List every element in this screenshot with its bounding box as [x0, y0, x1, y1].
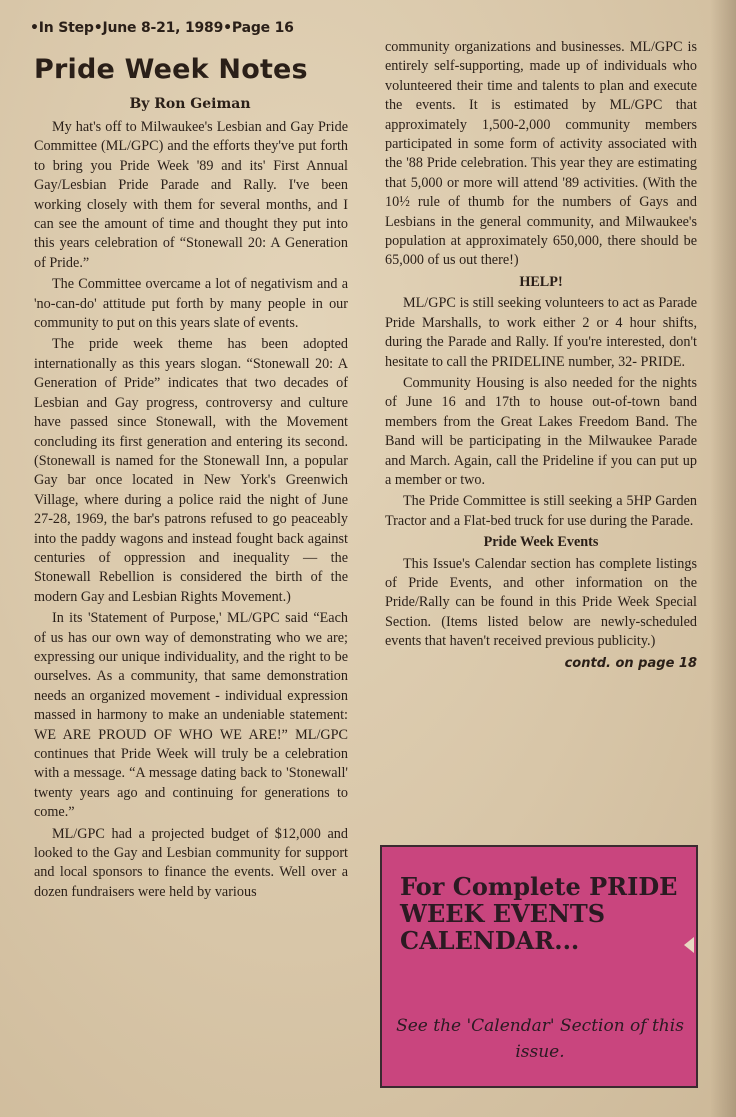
page-header: •In Step•June 8-21, 1989•Page 16	[30, 20, 294, 36]
paragraph: Community Housing is also needed for the nights of June 16 and 17th to house out-of-town band members from the Great Lakes Freedom Band. The Band will be participating in the Milwaukee Parade and March. Again, call the Prideline if you can put up a member or two.	[385, 374, 697, 488]
paragraph: community organizations and businesses. ML/GPC is entirely self-supporting, made up of individuals who volunteered their time and talents to plan and execute the events. It is estimated by ML/GPC that approximately 1,500-2,000 community members participated in some form of activity associated with the '88 Pride celebration. This year they are estimating that 5,000 or more will attend '89 activities. (With the 10½ rule of thumb for the numbers of Gays and Lesbians in the general community, and Milwaukee's population at approximately 650,000, there should be 65,000 of us out there!)	[385, 39, 697, 269]
paragraph: This Issue's Calendar section has complete listings of Pride Events, and other information on the Pride/Rally can be found in this Pride Week Special Section. (Items listed below are newly-scheduled events that haven't received previous publicity.)	[385, 555, 697, 650]
paragraph: ML/GPC had a projected budget of $12,000 and looked to the Gay and Lesbian community for support and local sponsors to finance the events. Well over a dozen fundraisers were held by various	[34, 825, 348, 900]
paragraph: My hat's off to Milwaukee's Lesbian and Gay Pride Committee (ML/GPC) and the efforts they've put forth to bring you Pride Week '89 and its' First Annual Gay/Lesbian Pride Parade and Rally. I've been working closely with them for several months, and I can see the amount of time and thought they put into this years celebration of “Stonewall 20: A Generation of Pride.”	[34, 119, 348, 271]
ad-headline: For Complete PRIDE WEEK EVENTS CALENDAR...	[400, 872, 678, 955]
subhead-help: HELP!	[519, 273, 563, 290]
continued-note: contd. on page 18	[564, 655, 697, 671]
ad-subtext: See the 'Calendar' Section of this issue.	[396, 1016, 684, 1062]
page-edge-shadow	[710, 0, 736, 1117]
calendar-ad-box	[380, 845, 698, 1088]
paragraph: ML/GPC is still seeking volunteers to act as Parade Pride Marshalls, to work either 2 or 4 hour shifts, during the Parade and Rally. If you're interested, don't hesitate to call the PRIDELINE number, 32- PRIDE.	[385, 295, 697, 370]
right-column	[385, 38, 697, 673]
paragraph: The Committee overcame a lot of negativism and a 'no-can-do' attitude put forth by many people in our community to put on this years slate of events.	[34, 276, 348, 332]
left-column	[34, 118, 348, 904]
article-title: Pride Week Notes	[34, 54, 308, 85]
paragraph: In its 'Statement of Purpose,' ML/GPC said “Each of us has our own way of demonstrating who we are; expressing our unique individuality, and the right to be ourselves. As a community, that same demonstration needs an organized movement - individual expression massed in harmony to make an undeniable statement: WE ARE PROUD OF WHO WE ARE!” ML/GPC continues that Pride Week will truly be a celebration with a message. “A message dating back to 'Stonewall' twenty years ago and continuing for generations to come.”	[34, 610, 348, 821]
article-byline: By Ron Geiman	[129, 96, 251, 112]
subhead-events: Pride Week Events	[483, 534, 599, 551]
paragraph: The Pride Committee is still seeking a 5HP Garden Tractor and a Flat-bed truck for use during the Parade.	[385, 493, 697, 529]
paragraph: The pride week theme has been adopted internationally as this years slogan. “Stonewall 20: A Generation of Pride” indicates that two decades of Lesbian and Gay progress, controversy and culture have passed since Stonewall, with the Movement concluding its first generation and entering its second. (Stonewall is named for the Stonewall Inn, a popular Gay bar once located in New York's Greenwich Village, where during a police raid the night of June 27-28, 1969, the bar's patrons refused to go peaceably into the paddy wagons and instead fought back against centuries of oppression and inequality — the Stonewall Rebellion is considered the birth of the modern Gay and Lesbian Rights Movement.)	[34, 336, 348, 605]
